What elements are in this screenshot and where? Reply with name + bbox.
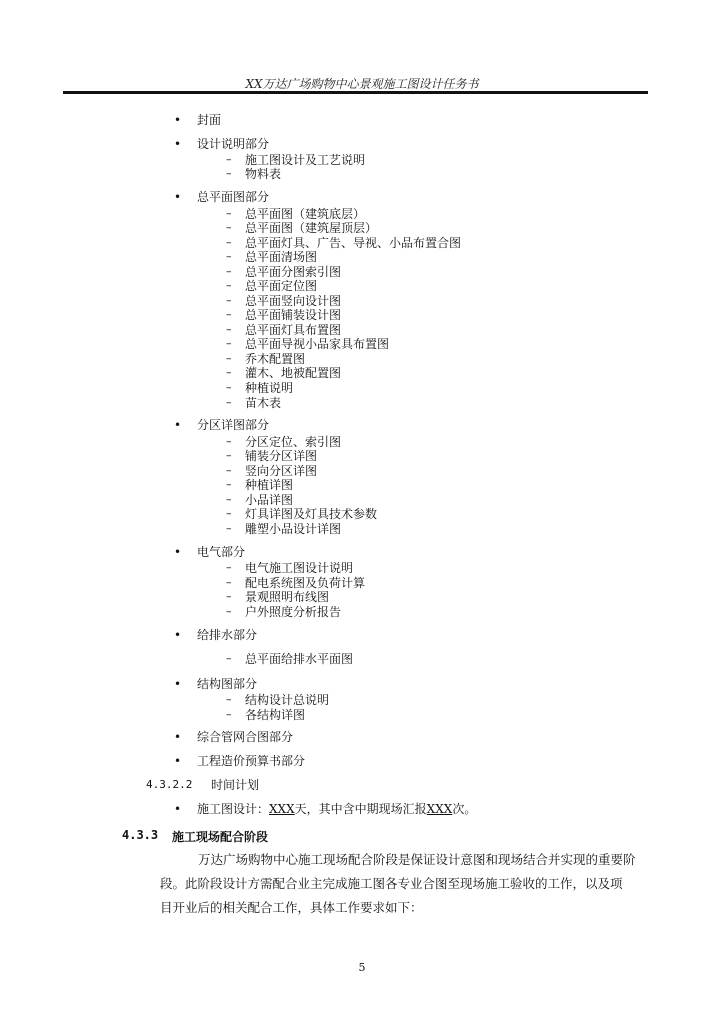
sub-item: 电气施工图设计说明 bbox=[245, 561, 354, 575]
dash-marker: – bbox=[226, 478, 232, 491]
dash-marker: – bbox=[226, 708, 232, 721]
schedule-number: 4.3.2.2 bbox=[146, 778, 193, 791]
sub-item: 总平面灯具、广告、导视、小品布置合图 bbox=[245, 236, 462, 250]
bullet-item-plumbing: 给排水部分 bbox=[197, 628, 258, 642]
page-number: 5 bbox=[358, 961, 366, 974]
dash-marker: – bbox=[226, 396, 232, 409]
dash-marker: – bbox=[226, 464, 232, 477]
dash-marker: – bbox=[226, 221, 232, 234]
bullet-marker: • bbox=[174, 754, 182, 768]
sub-item: 总平面图（建筑底层） bbox=[245, 207, 366, 221]
sub-item: 小品详图 bbox=[245, 493, 294, 507]
sub-item: 各结构详图 bbox=[245, 708, 306, 722]
dash-marker: – bbox=[226, 352, 232, 365]
dash-marker: – bbox=[226, 576, 232, 589]
bullet-item-pipe-network: 综合管网合图部分 bbox=[197, 730, 294, 744]
sub-item: 总平面导视小品家具布置图 bbox=[245, 337, 390, 351]
paragraph-line: 段。此阶段设计方需配合业主完成施工图各专业合图至现场施工验收的工作，以及项 bbox=[160, 876, 623, 891]
dash-marker: – bbox=[226, 323, 232, 336]
sub-item: 总平面灯具布置图 bbox=[245, 323, 342, 337]
sub-item: 景观照明布线图 bbox=[245, 590, 330, 604]
dash-marker: – bbox=[226, 590, 232, 603]
dash-marker: – bbox=[226, 381, 232, 394]
bullet-item-site-plan: 总平面图部分 bbox=[197, 190, 270, 204]
sub-item: 结构设计总说明 bbox=[245, 693, 330, 707]
sub-item: 总平面清场图 bbox=[245, 250, 318, 264]
dash-marker: – bbox=[226, 265, 232, 278]
schedule-title: 时间计划 bbox=[211, 778, 260, 792]
bullet-marker: • bbox=[174, 730, 182, 744]
bullet-item-zone-details: 分区详图部分 bbox=[197, 418, 270, 432]
bullet-item-budget: 工程造价预算书部分 bbox=[197, 754, 306, 768]
paragraph-line: 万达广场购物中心施工现场配合阶段是保证设计意图和现场结合并实现的重要阶 bbox=[198, 852, 636, 867]
paragraph-line: 目开业后的相关配合工作，具体工作要求如下： bbox=[160, 900, 423, 915]
dash-marker: – bbox=[226, 236, 232, 249]
dash-marker: – bbox=[226, 153, 232, 166]
sub-item: 总平面分图索引图 bbox=[245, 265, 342, 279]
bullet-marker: • bbox=[174, 137, 182, 151]
dash-marker: – bbox=[226, 279, 232, 292]
bullet-marker: • bbox=[174, 113, 182, 127]
header-divider bbox=[63, 91, 648, 94]
dash-marker: – bbox=[226, 693, 232, 706]
dash-marker: – bbox=[226, 207, 232, 220]
bullet-item-structure: 结构图部分 bbox=[197, 677, 258, 691]
sub-item: 竖向分区详图 bbox=[245, 464, 318, 478]
section-number: 4.3.3 bbox=[122, 828, 159, 842]
bullet-marker: • bbox=[174, 190, 182, 204]
dash-marker: – bbox=[226, 449, 232, 462]
dash-marker: – bbox=[226, 605, 232, 618]
bullet-item-cover: 封面 bbox=[197, 113, 222, 127]
sub-item: 施工图设计及工艺说明 bbox=[245, 153, 366, 167]
bullet-marker: • bbox=[174, 677, 182, 691]
sub-item: 总平面竖向设计图 bbox=[245, 294, 342, 308]
sub-item: 雕塑小品设计详图 bbox=[245, 522, 342, 536]
sub-item: 分区定位、索引图 bbox=[245, 435, 342, 449]
sub-item: 苗木表 bbox=[245, 396, 282, 410]
dash-marker: – bbox=[226, 493, 232, 506]
sub-item: 乔木配置图 bbox=[245, 352, 306, 366]
dash-marker: – bbox=[226, 561, 232, 574]
dash-marker: – bbox=[226, 167, 232, 180]
sub-item: 物料表 bbox=[245, 167, 282, 181]
sub-item: 总平面图（建筑屋顶层） bbox=[245, 221, 378, 235]
sub-item: 铺装分区详图 bbox=[245, 449, 318, 463]
bullet-marker: • bbox=[174, 418, 182, 432]
dash-marker: – bbox=[226, 435, 232, 448]
sub-item: 灌木、地被配置图 bbox=[245, 366, 342, 380]
schedule-item: 施工图设计：XXX天，其中含中期现场汇报XXX次。 bbox=[197, 802, 477, 816]
dash-marker: – bbox=[226, 308, 232, 321]
sub-item: 种植详图 bbox=[245, 478, 294, 492]
dash-marker: – bbox=[226, 337, 232, 350]
document-title: XX万达广场购物中心景观施工图设计任务书 bbox=[245, 77, 479, 91]
section-title: 施工现场配合阶段 bbox=[172, 830, 269, 844]
dash-marker: – bbox=[226, 366, 232, 379]
dash-marker: – bbox=[226, 522, 232, 535]
bullet-marker: • bbox=[174, 628, 182, 642]
dash-marker: – bbox=[226, 652, 232, 665]
sub-item: 总平面给排水平面图 bbox=[245, 652, 354, 666]
bullet-marker: • bbox=[174, 802, 182, 816]
sub-item: 灯具详图及灯具技术参数 bbox=[245, 507, 378, 521]
sub-item: 种植说明 bbox=[245, 381, 294, 395]
sub-item: 总平面铺装设计图 bbox=[245, 308, 342, 322]
sub-item: 户外照度分析报告 bbox=[245, 605, 342, 619]
sub-item: 总平面定位图 bbox=[245, 279, 318, 293]
bullet-item-design-notes: 设计说明部分 bbox=[197, 137, 270, 151]
sub-item: 配电系统图及负荷计算 bbox=[245, 576, 366, 590]
dash-marker: – bbox=[226, 250, 232, 263]
bullet-item-electrical: 电气部分 bbox=[197, 545, 246, 559]
bullet-marker: • bbox=[174, 545, 182, 559]
dash-marker: – bbox=[226, 507, 232, 520]
dash-marker: – bbox=[226, 294, 232, 307]
